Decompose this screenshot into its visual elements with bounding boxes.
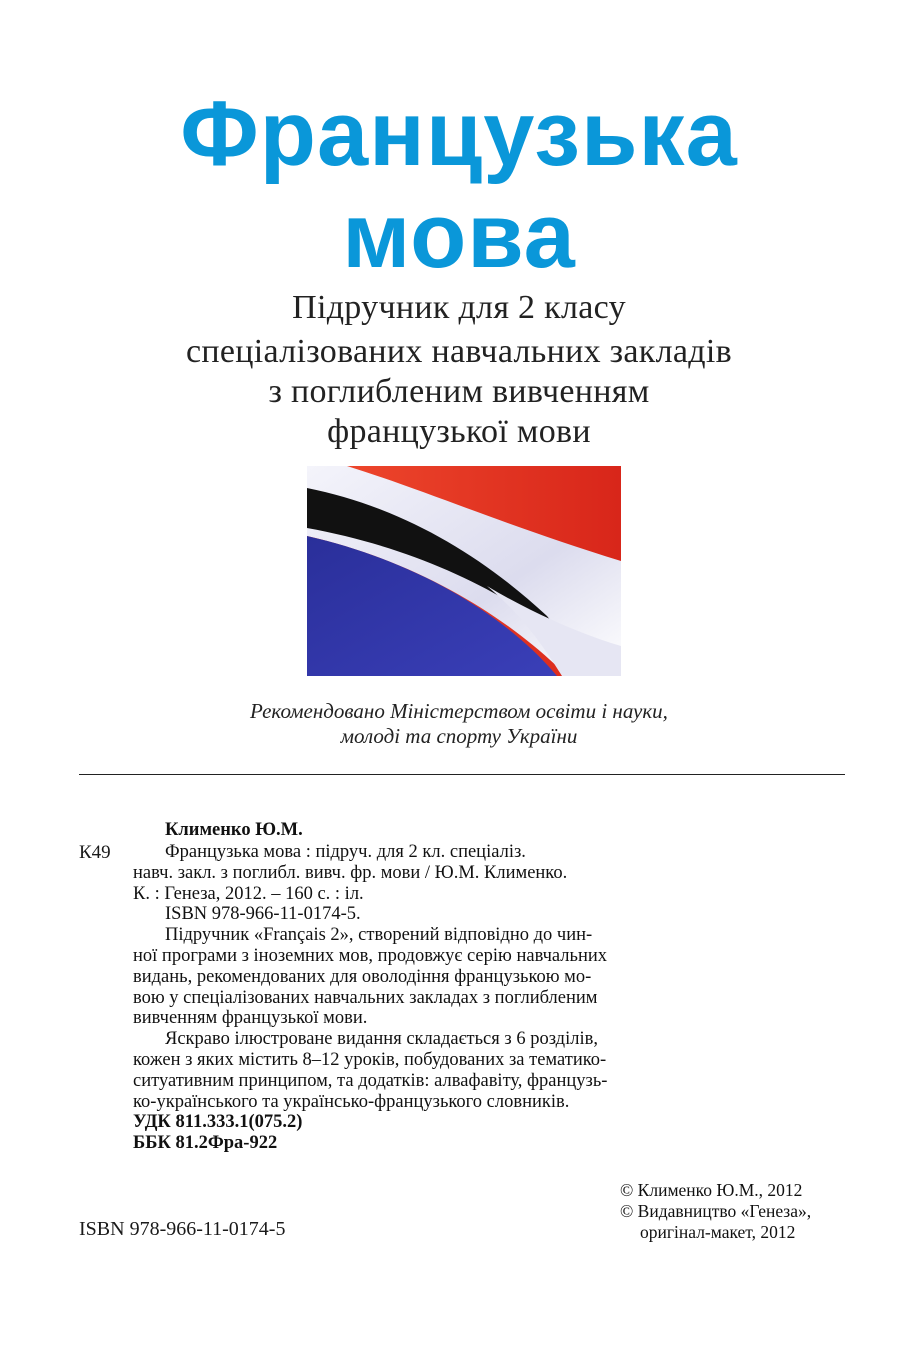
- annotation-p2-line-2: кожен з яких містить 8–12 уроків, побудованих за тематико-: [133, 1049, 607, 1070]
- description-line-2: навч. закл. з поглибл. вивч. фр. мови / Ю.М. Клименко.: [133, 862, 568, 883]
- copyright-layout: оригінал-макет, 2012: [640, 1222, 796, 1242]
- annotation-p2-line-4: ко-українського та українсько-французького словників.: [133, 1091, 570, 1112]
- book-title-line-2: мова: [342, 185, 576, 287]
- subtitle-line-2: спеціалізованих навчальних закладів: [186, 333, 732, 370]
- copyright-author: © Клименко Ю.М., 2012: [620, 1180, 803, 1200]
- description-line-3: К. : Генеза, 2012. – 160 с. : іл.: [133, 883, 364, 904]
- annotation-p2-line-1: Яскраво ілюстроване видання складається з 6 розділів,: [165, 1029, 598, 1050]
- udk-code: УДК 811.333.1(075.2): [133, 1112, 303, 1133]
- subtitle-line-3: з поглибленим вивченням: [268, 373, 650, 410]
- library-code: К49: [79, 842, 111, 863]
- annotation-p1-line-4: вою у спеціалізованих навчальних закладах з поглибленим: [133, 987, 598, 1008]
- subtitle-line-1: Підручник для 2 класу: [292, 289, 626, 326]
- annotation-p1-line-1: Підручник «Français 2», створений відповідно до чин-: [165, 925, 593, 946]
- divider-line: [79, 774, 845, 775]
- recommendation-line-1: Рекомендовано Міністерством освіти і науки,: [250, 699, 668, 723]
- annotation-p1-line-5: вивченням французької мови.: [133, 1008, 368, 1029]
- bibliography-author: Клименко Ю.М.: [165, 820, 303, 840]
- annotation-p1-line-3: видань, рекомендованих для оволодіння французькою мо-: [133, 966, 592, 987]
- description-line-1: Французька мова : підруч. для 2 кл. спеціаліз.: [165, 842, 526, 862]
- annotation-p1-line-2: ної програми з іноземних мов, продовжує серію навчальних: [133, 945, 608, 966]
- copyright-publisher: © Видавництво «Генеза»,: [620, 1201, 812, 1221]
- bibliography-description: [133, 842, 691, 1154]
- book-title-line-1: Французька: [180, 83, 738, 185]
- french-flag-image: [307, 466, 621, 676]
- bbk-code: ББК 81.2Фра-922: [133, 1133, 278, 1154]
- bibliography-isbn: ISBN 978-966-11-0174-5.: [165, 904, 361, 925]
- isbn-footer: ISBN 978-966-11-0174-5: [79, 1218, 286, 1240]
- subtitle-line-4: французької мови: [327, 413, 591, 450]
- recommendation-line-2: молоді та спорту України: [340, 724, 578, 748]
- annotation-p2-line-3: ситуативним принципом, та додатків: алвафавіту, французь-: [133, 1070, 608, 1091]
